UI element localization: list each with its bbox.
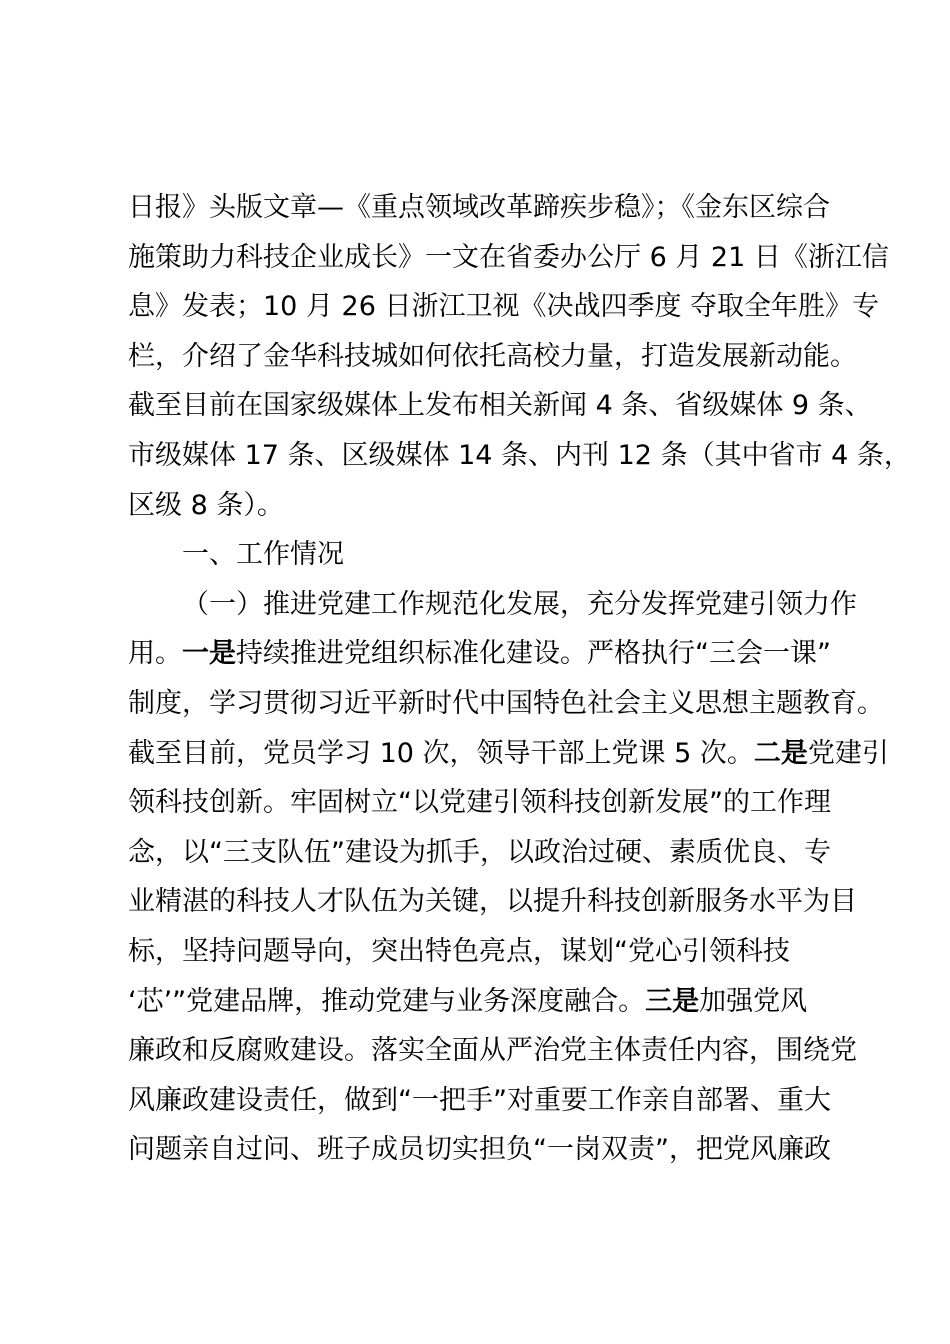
bold-marker: 二是 — [753, 737, 808, 769]
text-line — [128, 729, 889, 779]
text-segment: 日报》头版文章—《重点领域改革蹄疾步稳》；《金东区综合 — [128, 192, 830, 223]
text-segment: ‘芯’”党建品牌，推动党建与业务深度融合。 — [128, 985, 646, 1017]
text-line — [128, 431, 911, 481]
text-segment: 念，以“三支队伍”建设为抓手，以政治过硬、素质优良、专 — [128, 836, 831, 868]
text-line — [128, 877, 857, 927]
text-line — [128, 1125, 848, 1175]
text-segment: 截至目前，党员学习 10 次，领导干部上党课 5 次。 — [128, 737, 754, 769]
text-segment: 持续推进党组织标准化建设。严格执行“三会一课” — [236, 638, 831, 670]
text-segment: 截至目前在国家级媒体上发布相关新闻 4 条、省级媒体 9 条、 — [128, 390, 872, 422]
text-line — [128, 828, 848, 878]
text-segment: 党建引 — [807, 737, 889, 769]
text-segment: （一）推进党建工作规范化发展，充分发挥党建引领力作 — [182, 588, 857, 620]
bold-marker: 一是 — [182, 638, 236, 670]
text-segment: 用。 — [128, 638, 182, 670]
text-line — [128, 233, 889, 283]
text-line — [128, 332, 857, 382]
text-line — [128, 282, 880, 332]
text-segment: 市级媒体 17 条、区级媒体 14 条、内刊 12 条（其中省市 4 条， — [128, 439, 911, 471]
text-line — [128, 977, 848, 1027]
text-segment: 区级 8 条）。 — [128, 489, 284, 521]
bold-marker: 三是 — [645, 985, 700, 1017]
text-line — [128, 679, 884, 729]
text-segment: 息》发表；10 月 26 日浙江卫视《决战四季度 夺取全年胜》专 — [128, 291, 880, 323]
text-segment: 制度，学习贯彻习近平新时代中国特色社会主义思想主题教育。 — [128, 687, 884, 719]
text-line — [128, 1076, 848, 1126]
text-line — [128, 481, 848, 531]
text-segment: 栏，介绍了金华科技城如何依托高校力量，打造发展新动能。 — [128, 340, 857, 372]
text-segment: 一、工作情况 — [182, 539, 344, 571]
text-segment: 领科技创新。牢固树立“以党建引领科技创新发展”的工作理 — [128, 787, 831, 819]
text-line — [128, 778, 848, 828]
text-segment: 施策助力科技企业成长》一文在省委办公厅 6 月 21 日《浙江信 — [128, 241, 889, 273]
text-line — [128, 927, 848, 977]
text-line — [128, 183, 848, 233]
text-line — [128, 381, 872, 431]
text-segment: 加强党风 — [699, 985, 808, 1017]
text-line — [128, 530, 848, 580]
text-line — [128, 629, 848, 679]
text-segment: 廉政和反腐败建设。落实全面从严治党主体责任内容，围绕党 — [128, 1035, 857, 1067]
text-segment: 问题亲自过问、班子成员切实担负“一岗双责”，把党风廉政 — [128, 1134, 831, 1166]
body-text — [128, 183, 911, 1175]
text-segment: 标，坚持问题导向，突出特色亮点，谋划“党心引领科技 — [128, 935, 790, 967]
text-line — [128, 580, 857, 630]
text-segment: 风廉政建设责任，做到“一把手”对重要工作亲自部署、重大 — [128, 1084, 831, 1116]
text-line — [128, 1026, 857, 1076]
text-segment: 业精湛的科技人才队伍为关键，以提升科技创新服务水平为目 — [128, 886, 857, 918]
